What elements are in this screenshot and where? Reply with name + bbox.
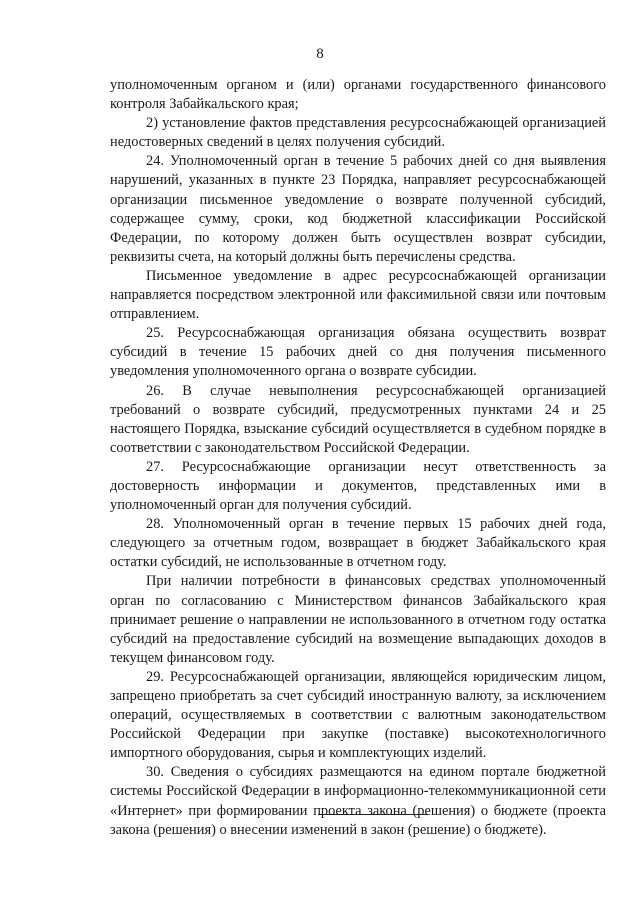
page-number: 8 — [316, 46, 324, 62]
paragraph-continuation: уполномоченным органом и (или) органами государственного финансового контроля Забайкальского края; — [110, 77, 606, 113]
paragraph-25: 25. Ресурсоснабжающая организация обязана осуществить возврат субсидий в течение 15 рабочих дней со дня получения письменного уведомления уполномоченного органа о возврате субсидии. — [110, 325, 606, 380]
document-body — [110, 76, 606, 840]
paragraph-28-remainder: При наличии потребности в финансовых средствах уполномоченный орган по согласованию с Министерством финансов Забайкальского края принимает решение о направлении не использованного в отчетном году остатка субсидий на предоставление субсидий на возмещение выпадающих доходов в текущем финансовом году. — [110, 573, 606, 666]
paragraph-27: 27. Ресурсоснабжающие организации несут ответственность за достоверность информации и документов, представленных ими в уполномоченный орган для получения субсидий. — [110, 458, 606, 514]
paragraph-28: 28. Уполномоченный орган в течение первых 15 рабочих дней года, следующего за отчетным годом, возвращает в бюджет Забайкальского края остатки субсидий, не использованные в отчетном году. — [110, 516, 606, 571]
paragraph-26: 26. В случае невыполнения ресурсоснабжающей организацией требований о возврате субсидий, предусмотренных пунктами 24 и 25 настоящего Порядка, взыскание субсидий осуществляется в судебном порядке в соответствии с законодательством Российской Федерации. — [110, 382, 606, 456]
paragraph-24: 24. Уполномоченный орган в течение 5 рабочих дней со дня выявления нарушений, указанных в пункте 23 Порядка, направляет ресурсоснабжающей организации письменное уведомление о возврате полученной субсидий, содержащее сумму, сроки, код бюджетной классификации Российской Федерации, по которому должен быть осуществлен возврат субсидии, реквизиты счета, на который должны быть перечислены средства. — [110, 153, 606, 265]
paragraph-29: 29. Ресурсоснабжающей организации, являющейся юридическим лицом, запрещено приобретать за счет субсидий иностранную валюту, за исключением операций, осуществляемых в соответствии с валютным законодательством Российской Федерации при закупке (поставке) высокотехнологичного импортного оборудования, сырья и комплектующих изделий. — [110, 668, 606, 762]
paragraph-30: 30. Сведения о субсидиях размещаются на едином портале бюджетной системы Российской Федерации в информационно-телекоммуникационной сети «Интернет» при формировании проекта закона (решения) о бюджете (проекта закона (решения) о внесении изменений в закон (решение) о бюджете). — [110, 764, 606, 838]
paragraph-24-notice: Письменное уведомление в адрес ресурсоснабжающей организации направляется посредством электронной или факсимильной связи или почтовым отправлением. — [110, 267, 606, 323]
paragraph-item-2: 2) установление фактов представления ресурсоснабжающей организацией недостоверных сведений в целях получения субсидий. — [110, 115, 606, 151]
end-divider-line — [318, 814, 428, 815]
